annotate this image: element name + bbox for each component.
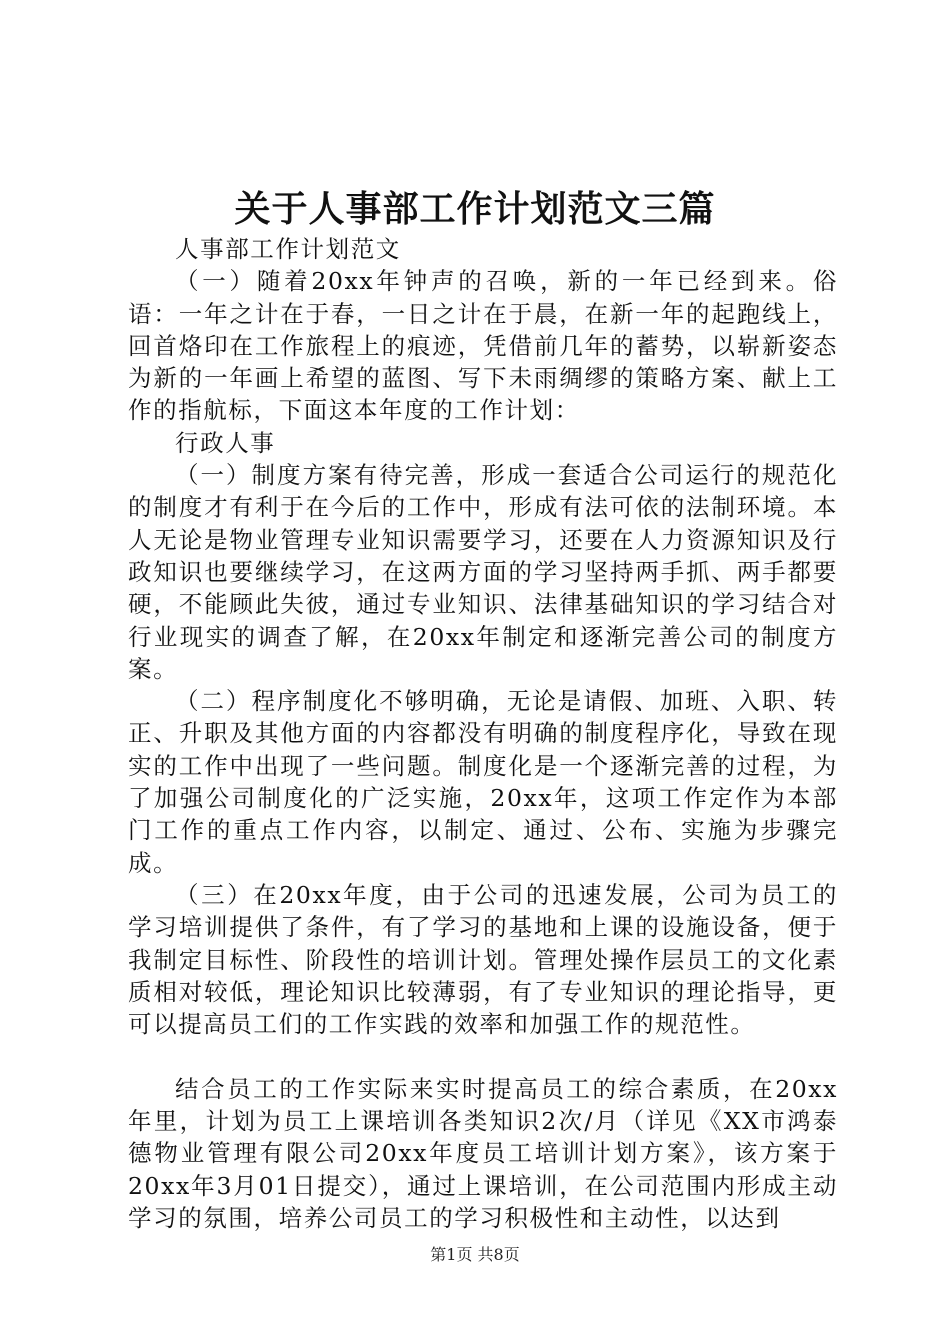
paragraph-spacer <box>128 1040 838 1072</box>
document-body <box>128 233 838 1234</box>
paragraph-section-heading: 行政人事 <box>175 428 276 457</box>
paragraph-item-3: （三）在20xx年度，由于公司的迅速发展，公司为员工的学习培训提供了条件，有了学习的基地和上课的设施设备，便于我制定目标性、阶段性的培训计划。管理处操作层员工的文化素质相对较低，理论知识比较薄弱，有了专业知识的理论指导，更可以提高员工们的工作实践的效率和加强工作的规范性。 <box>128 880 838 1039</box>
paragraph-subtitle: 人事部工作计划范文 <box>175 235 401 263</box>
paragraph-training-plan: 结合员工的工作实际来实时提高员工的综合素质，在20xx年里，计划为员工上课培训各类知识2次/月（详见《XX市鸿泰德物业管理有限公司20xx年度员工培训计划方案》，该方案于20xx年3月01日提交），通过上课培训，在公司范围内形成主动学习的氛围，培养公司员工的学习积极性和主动性，以达到 <box>128 1074 838 1232</box>
document-title: 关于人事部工作计划范文三篇 <box>234 188 716 230</box>
paragraph-intro: （一）随着20xx年钟声的召唤，新的一年已经到来。俗语：一年之计在于春，一日之计在于晨，在新一年的起跑线上，回首烙印在工作旅程上的痕迹，凭借前几年的蓄势，以崭新姿态为新的一年画上希望的蓝图、写下未雨绸缪的策略方案、献上工作的指航标，下面这本年度的工作计划： <box>128 267 838 425</box>
paragraph-item-2: （二）程序制度化不够明确，无论是请假、加班、入职、转正、升职及其他方面的内容都没有明确的制度程序化，导致在现实的工作中出现了一些问题。制度化是一个逐渐完善的过程，为了加强公司制度化的广泛实施，20xx年，这项工作定作为本部门工作的重点工作内容，以制定、通过、公布、实施为步骤完成。 <box>128 687 838 877</box>
page-footer: 第1页 共8页 <box>430 1245 520 1264</box>
paragraph-item-1: （一）制度方案有待完善，形成一套适合公司运行的规范化的制度才有利于在今后的工作中，形成有法可依的法制环境。本人无论是物业管理专业知识需要学习，还要在人力资源知识及行政知识也要继续学习，在这两方面的学习坚持两手抓、两手都要硬，不能顾此失彼，通过专业知识、法律基础知识的学习结合对行业现实的调查了解，在20xx年制定和逐渐完善公司的制度方案。 <box>128 461 838 683</box>
